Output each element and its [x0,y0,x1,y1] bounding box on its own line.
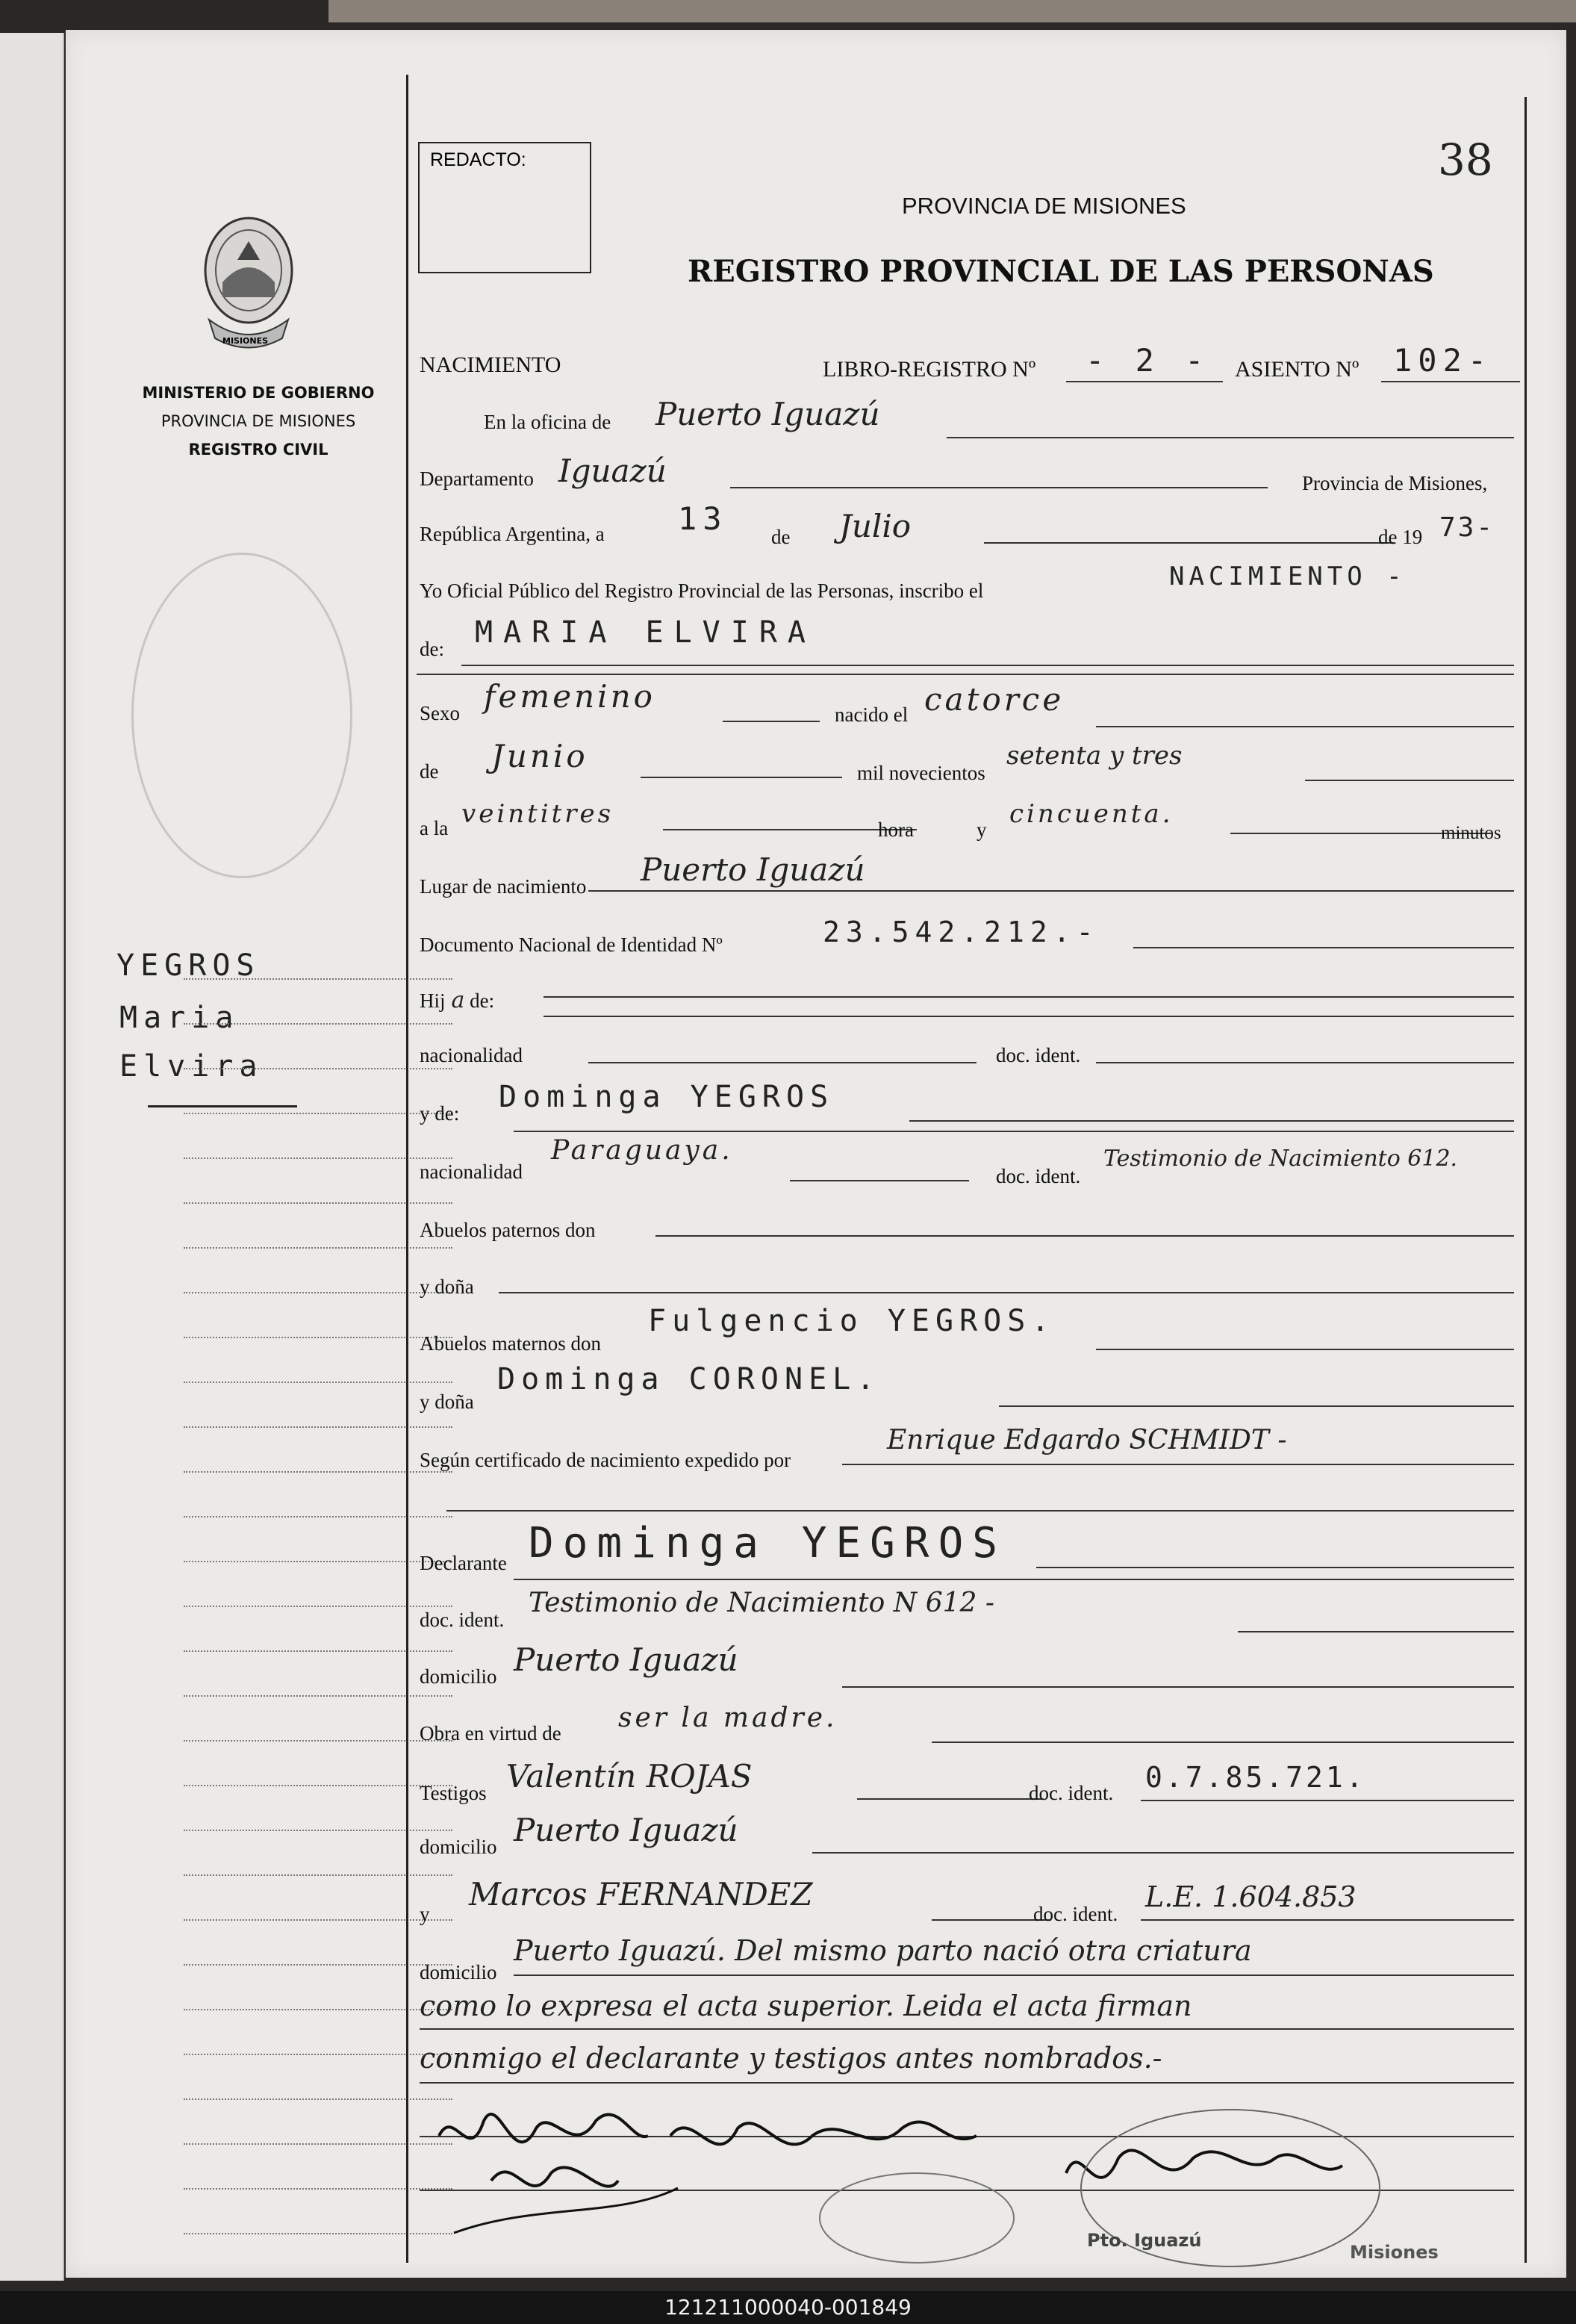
madre-value: Dominga YEGROS [499,1080,835,1114]
nombre-label: de: [420,638,444,660]
declarante-underline [1036,1567,1514,1568]
dni-underline [1133,947,1514,948]
testigo2-value: Marcos FERNANDEZ [469,1876,813,1913]
y-testigo-label: y [420,1903,430,1925]
obra-value: ser la madre. [618,1703,838,1733]
adjacent-page-edge [328,0,1576,22]
declarante-underline-2 [514,1579,1514,1580]
margin-line [184,1919,452,1921]
margin-note-underline [148,1105,297,1107]
padre-underline-2 [543,1016,1514,1017]
testigo1-value: Valentín ROJAS [506,1758,753,1795]
domicilio3-underline [514,1975,1514,1976]
a-la-label: a la [420,817,449,839]
registry-heading: REGISTRO PROVINCIAL DE LAS PERSONAS [688,254,1434,289]
y-label: y [977,818,987,841]
margin-line [184,1606,452,1607]
margin-line [184,1023,452,1025]
mes-underline [984,542,1395,544]
obra-label: Obra en virtud de [420,1722,561,1744]
lugar-label: Lugar de nacimiento [420,875,587,898]
yo-oficial-label: Yo Oficial Público del Registro Provincial de las Personas, inscribo el [420,580,984,602]
margin-line [184,1785,452,1786]
nac2-label: nacionalidad [420,1161,523,1183]
doc-t2-value: L.E. 1.604.853 [1145,1880,1357,1913]
testigo1-underline [857,1798,1044,1800]
oficina-label: En la oficina de [484,411,611,433]
dni-label: Documento Nacional de Identidad Nº [420,933,723,956]
faded-stamp-icon [131,553,352,878]
doc-ident3-value: Testimonio de Nacimiento N 612 - [529,1588,995,1618]
declarante-value: Dominga YEGROS [529,1519,1007,1568]
libro-value: - 2 - [1086,342,1210,379]
y-dona-pat-label: y doña [420,1276,474,1298]
margin-line [184,1426,452,1428]
domicilio3-underline-3 [420,2082,1514,2084]
sexo-underline [723,721,820,722]
domicilio2-value: Puerto Iguazú [514,1812,738,1848]
margin-line [184,1740,452,1742]
doc1-underline [1096,1062,1514,1063]
nombre-underline [461,665,1514,666]
libro-underline [1066,381,1223,382]
abuelo-mat-underline [1096,1349,1514,1350]
asiento-underline [1381,381,1520,382]
nacido-mes-value: Junio [491,738,588,774]
sexo-label: Sexo [420,702,460,724]
margin-line [184,2054,452,2055]
province-heading: PROVINCIA DE MISIONES [902,193,1186,219]
nacido-label: nacido el [835,703,909,726]
doc-t1-label: doc. ident. [1029,1782,1114,1804]
margin-line [184,1561,452,1562]
margin-line [184,1382,452,1383]
archive-code: 121211000040-001849 [0,2291,1576,2324]
previous-page-edge [0,33,64,2281]
margin-line [184,2233,452,2234]
stamp-place: Pto. Iguazú [1087,2230,1202,2251]
abuela-mat-value: Dominga CORONEL. [497,1362,881,1396]
margin-line [184,2009,452,2010]
mes-value: Julio [839,508,912,544]
certificado-underline [842,1464,1514,1465]
stamp-province: Misiones [1350,2242,1439,2263]
domicilio1-label: domicilio [420,1665,497,1688]
oficina-value: Puerto Iguazú [655,396,880,432]
hora-label: hora [878,818,914,841]
margin-line [184,1113,452,1114]
margin-line [184,2098,452,2100]
margin-line [184,1695,452,1697]
redacto-label: REDACTO: [430,149,526,170]
nombre-value: MARIA ELVIRA [475,615,816,650]
domicilio2-label: domicilio [420,1836,497,1858]
ministry-province: PROVINCIA DE MISIONES [161,412,356,430]
departamento-value: Iguazú [558,453,667,489]
de-mes-label: de [420,760,439,783]
doc-t1-value: 0.7.85.721. [1145,1761,1366,1794]
margin-line [184,1158,452,1159]
doc1-label: doc. ident. [996,1044,1081,1066]
minutos-label: minutos [1441,823,1501,843]
doc2-value: Testimonio de Nacimiento 612. [1103,1146,1458,1172]
ministry-registry: REGISTRO CIVIL [188,441,328,459]
departamento-label: Departamento [420,467,534,490]
nacido-anio-value: setenta y tres [1006,741,1183,771]
de-anio-label: de 19 [1378,526,1423,548]
margin-note-second: Elvira [119,1049,264,1084]
de-label: de [771,526,791,548]
abuelo-mat-value: Fulgencio YEGROS. [648,1304,1056,1338]
inscribo-value: NACIMIENTO - [1169,562,1407,591]
margin-line [184,1874,452,1876]
domicilio3-line2: como lo expresa el acta superior. Leida el acta firman [420,1989,1192,2022]
madre-underline-2 [514,1131,1514,1132]
margin-line [184,1247,452,1249]
page-number: 38 [1438,134,1493,185]
margin-line [184,1202,452,1204]
dia-value: 13 [678,500,728,537]
margin-line [184,1471,452,1473]
abuelos-pat-label: Abuelos paternos don [420,1219,596,1241]
y-de-label: y de: [420,1102,460,1125]
hijo-label-text: Hij [420,989,446,1012]
margin-line [184,2188,452,2190]
asiento-label: ASIENTO Nº [1235,357,1359,382]
act-type-label: NACIMIENTO [420,352,561,377]
republica-label: República Argentina, a [420,523,605,545]
redacto-box [418,142,591,273]
margin-note-surname: YEGROS [116,948,261,983]
margin-line [184,978,452,980]
nacido-underline [1096,726,1514,727]
hijo-de-label: de: [470,989,495,1012]
obra-underline [932,1742,1514,1743]
nacido-anio-underline [1305,780,1514,781]
nac2-value: Paraguaya. [551,1135,733,1166]
nac1-underline [588,1062,977,1063]
margin-line [184,1650,452,1652]
margin-line [184,1337,452,1338]
margin-line [184,1964,452,1966]
oficina-underline [947,437,1514,438]
form-right-border [1524,97,1527,2263]
abuelo-pat-underline [655,1235,1514,1237]
domicilio2-underline [812,1852,1514,1854]
provincia-suffix: Provincia de Misiones, [1302,472,1488,494]
margin-line [184,1830,452,1831]
margin-note-first: Maria [119,1001,240,1035]
margin-line [184,2143,452,2145]
doc-t2-label: doc. ident. [1033,1903,1118,1925]
domicilio3-underline-2 [420,2028,1514,2030]
hijo-suffix: a [451,987,465,1013]
certificado-underline-2 [446,1510,1514,1511]
libro-label: LIBRO-REGISTRO Nº [823,357,1036,382]
doc-ident3-underline [1238,1631,1514,1632]
dni-value: 23.542.212.- [823,916,1100,948]
nombre-underline-2 [417,674,1514,675]
minutos-value: cincuenta. [1009,799,1174,829]
departamento-underline [730,487,1268,488]
abuelos-mat-label: Abuelos maternos don [420,1332,601,1355]
lugar-value: Puerto Iguazú [641,851,865,888]
nac2-underline [790,1180,969,1181]
domicilio3-label: domicilio [420,1961,497,1983]
doc-t1-underline [1141,1800,1514,1801]
testigos-label: Testigos [420,1782,487,1804]
mil-label: mil novecientos [857,762,985,784]
doc2-label: doc. ident. [996,1165,1081,1187]
certificado-label: Según certificado de nacimiento expedido por [420,1449,791,1471]
abuela-pat-underline [499,1292,1514,1293]
nac1-label: nacionalidad [420,1044,523,1066]
margin-line [184,1516,452,1517]
form-left-border [406,75,408,2263]
nacido-dia-value: catorce [924,681,1065,718]
asiento-value: 102- [1393,342,1493,379]
doc-t2-underline [1141,1919,1514,1921]
hora-value: veintitres [461,799,614,829]
doc-ident3-label: doc. ident. [420,1609,505,1631]
declarante-label: Declarante [420,1552,507,1574]
hijo-label [420,987,494,1013]
padre-underline [543,996,1514,998]
ministry-title: MINISTERIO DE GOBIERNO [142,384,375,402]
abuela-mat-underline [999,1405,1514,1407]
domicilio3-line1: Puerto Iguazú. Del mismo parto nació otra criatura [514,1934,1252,1967]
margin-line [184,1068,452,1069]
domicilio1-value: Puerto Iguazú [514,1641,738,1678]
emblem-ribbon-text: MISIONES [222,336,269,346]
madre-underline [909,1120,1514,1122]
registry-page [66,30,1566,2278]
sexo-value: femenino [484,678,655,715]
certificado-value: Enrique Edgardo SCHMIDT - [887,1425,1287,1455]
domicilio3-line3: conmigo el declarante y testigos antes nombrados.- [420,2042,1162,2075]
margin-line [184,1292,452,1293]
nacido-mes-underline [641,777,842,778]
anio-value: 73- [1439,512,1495,543]
domicilio1-underline [842,1686,1514,1688]
y-dona-mat-label: y doña [420,1391,474,1413]
lugar-underline [588,890,1514,892]
